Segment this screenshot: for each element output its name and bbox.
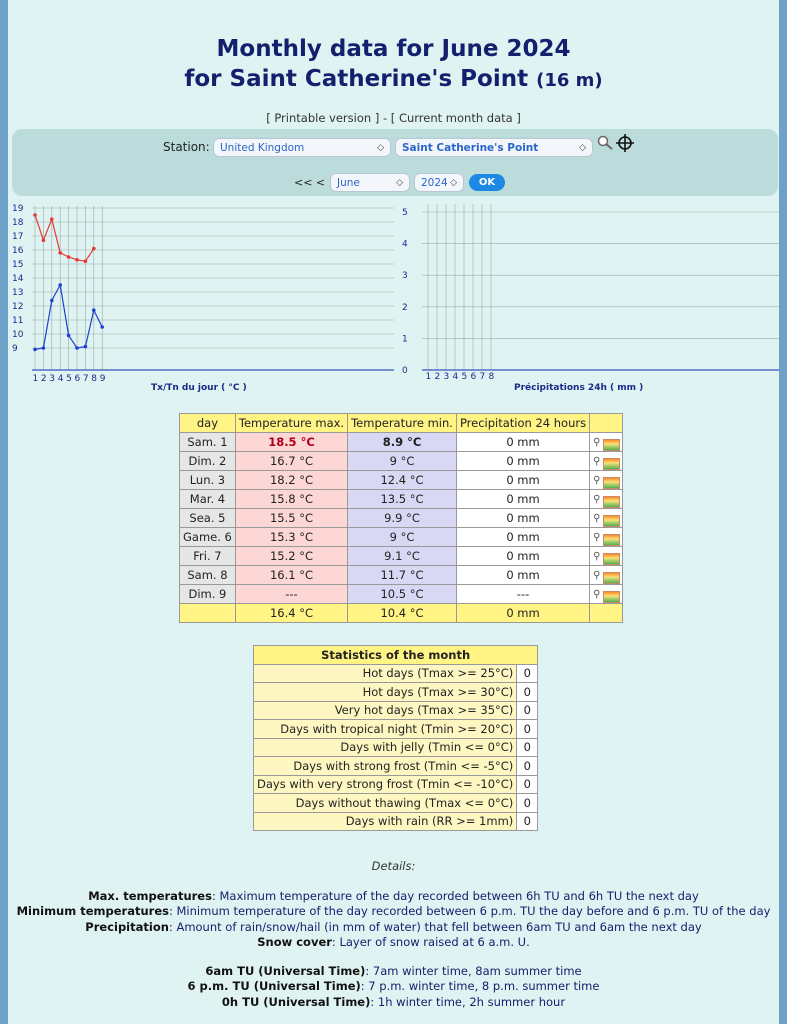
- stats-label: Days with strong frost (Tmin <= -5°C): [254, 757, 517, 776]
- tmin-cell: 12.4 °C: [348, 471, 457, 490]
- table-row: [180, 490, 623, 509]
- y-tick-label: 14: [12, 274, 24, 284]
- x-tick-label: 1: [32, 374, 39, 384]
- summary-precip: 0 mm: [456, 604, 589, 623]
- table-row: [180, 452, 623, 471]
- stats-row: [254, 757, 538, 776]
- statistics-table: [253, 645, 538, 831]
- day-cell: Fri. 7: [180, 547, 236, 566]
- details-heading: Details:: [371, 859, 416, 873]
- data-point: [58, 251, 62, 255]
- details-icon-cell[interactable]: [590, 509, 623, 528]
- details-icon-cell[interactable]: [590, 585, 623, 604]
- explanation-text: : Minimum temperature of the day recorded between 6 p.m. TU the day before and 6 p.m. TU of the day: [168, 904, 771, 919]
- time-term: 6 p.m. TU (Universal Time): [187, 979, 361, 994]
- x-tick-label: 3: [49, 374, 56, 384]
- country-select-value: United Kingdom: [220, 142, 305, 154]
- crosshair-icon[interactable]: [615, 133, 635, 153]
- data-point: [75, 346, 79, 350]
- stats-header-row: [254, 646, 538, 665]
- time-line: [8, 979, 779, 993]
- x-tick-label: 6: [74, 374, 81, 384]
- charts-area: [8, 198, 779, 398]
- data-point: [75, 258, 79, 262]
- time-line: [8, 964, 779, 978]
- x-tick-label: 5: [66, 374, 72, 384]
- explanation-term: Snow cover: [257, 934, 332, 949]
- day-cell: Sam. 1: [180, 433, 236, 452]
- details-icon-cell[interactable]: [590, 566, 623, 585]
- summary-label-cell: [180, 604, 236, 623]
- magnifier-icon: ⚲: [593, 531, 601, 543]
- tmax-cell: 15.8 °C: [235, 490, 347, 509]
- y-tick-label: 3: [402, 271, 408, 282]
- day-cell: Dim. 2: [180, 452, 236, 471]
- x-tick-label: 8: [91, 374, 98, 384]
- y-tick-label: 13: [12, 288, 24, 298]
- explanation-text: : Maximum temperature of the day recorded between 6h TU and 6h TU the next day: [211, 889, 699, 903]
- data-point: [92, 247, 96, 251]
- explanation-line: [8, 920, 779, 934]
- summary-tmax: 16.4 °C: [235, 604, 347, 623]
- tmax-cell: 15.3 °C: [235, 528, 347, 547]
- temperature-chart: [12, 204, 394, 393]
- stats-value: 0: [517, 757, 538, 776]
- stats-value: 0: [517, 701, 538, 720]
- day-cell: Lun. 3: [180, 471, 236, 490]
- chevron-down-icon: ◇: [377, 143, 384, 153]
- table-row: [180, 566, 623, 585]
- explanation-line: [8, 904, 779, 918]
- magnifier-icon: ⚲: [593, 512, 601, 524]
- station-select-value: Saint Catherine's Point: [402, 142, 539, 154]
- y-tick-label: 19: [12, 204, 24, 214]
- month-select-value: June: [337, 177, 360, 189]
- magnifier-chart-icon[interactable]: [593, 532, 619, 544]
- x-tick-label: 4: [57, 374, 64, 384]
- explanation-term: Precipitation: [85, 919, 169, 934]
- explanation-term: Max. temperatures: [88, 889, 212, 903]
- data-point: [67, 334, 71, 338]
- x-tick-label: 3: [443, 372, 450, 382]
- y-tick-label: 17: [12, 232, 24, 242]
- magnifier-icon: ⚲: [593, 436, 601, 448]
- stats-row: [254, 812, 538, 831]
- details-icon-cell[interactable]: [590, 547, 623, 566]
- explanation-text: : Layer of snow raised at 6 a.m. U.: [331, 934, 530, 949]
- summary-icon-cell: [590, 604, 623, 623]
- mini-chart-icon: [603, 534, 620, 546]
- y-tick-label: 18: [12, 218, 24, 228]
- stats-row: [254, 664, 538, 683]
- time-line: [8, 995, 779, 1009]
- stats-label: Days with jelly (Tmin <= 0°C): [254, 738, 517, 757]
- data-point: [84, 345, 88, 349]
- mini-chart-icon: [603, 553, 620, 565]
- data-point: [42, 346, 46, 350]
- table-row: [180, 585, 623, 604]
- magnifier-icon: ⚲: [593, 550, 601, 562]
- explanation-text: : Amount of rain/snow/hail (in mm of water) that fell between 6am TU and 6am the next day: [168, 919, 702, 934]
- precip-cell: 0 mm: [456, 528, 589, 547]
- data-point: [33, 213, 37, 217]
- stats-label: Days with rain (RR >= 1mm): [254, 812, 517, 831]
- data-point: [92, 308, 96, 312]
- tmin-cell: 10.5 °C: [348, 585, 457, 604]
- details-icon-cell[interactable]: [590, 528, 623, 547]
- magnifier-icon: ⚲: [593, 493, 601, 505]
- magnifier-chart-icon[interactable]: [593, 570, 619, 582]
- station-label: Station:: [163, 140, 210, 154]
- y-tick-label: 10: [12, 330, 24, 340]
- magnifier-chart-icon[interactable]: [593, 513, 619, 525]
- link-separator: -: [379, 111, 391, 125]
- explanation-term: Minimum temperatures: [16, 904, 169, 919]
- current-month-link[interactable]: [ Current month data ]: [390, 111, 521, 125]
- precipitation-chart: [402, 204, 779, 393]
- chevron-down-icon: ◇: [396, 178, 403, 188]
- tmin-cell: 9 °C: [348, 452, 457, 471]
- tmax-cell: 16.7 °C: [235, 452, 347, 471]
- x-axis-label: Tx/Tn du jour ( °C ): [151, 383, 247, 393]
- magnifier-chart-icon[interactable]: [593, 456, 619, 468]
- station-form: [12, 129, 778, 196]
- data-point: [42, 238, 46, 242]
- x-tick-label: 8: [488, 372, 495, 382]
- x-tick-label: 4: [452, 372, 459, 382]
- magnifier-chart-icon[interactable]: [593, 437, 619, 449]
- data-point: [100, 325, 104, 329]
- stats-row: [254, 720, 538, 739]
- magnifier-icon: ⚲: [593, 455, 601, 467]
- x-tick-label: 9: [99, 374, 106, 384]
- stats-value: 0: [517, 812, 538, 831]
- summary-row: [180, 604, 623, 623]
- y-tick-label: 0: [402, 366, 408, 376]
- precip-cell: 0 mm: [456, 433, 589, 452]
- mini-chart-icon: [603, 572, 620, 584]
- daily-data-table: [179, 413, 623, 623]
- data-point: [84, 259, 88, 263]
- day-cell: Mar. 4: [180, 490, 236, 509]
- data-point: [58, 283, 62, 287]
- column-header: Precipitation 24 hours: [456, 414, 589, 433]
- precip-cell: ---: [456, 585, 589, 604]
- page: [8, 0, 779, 1024]
- mini-chart-icon: [603, 477, 620, 489]
- stats-value: 0: [517, 664, 538, 683]
- y-tick-label: 15: [12, 260, 24, 270]
- tmin-cell: 9.9 °C: [348, 509, 457, 528]
- y-tick-label: 9: [12, 344, 18, 354]
- summary-tmin: 10.4 °C: [348, 604, 457, 623]
- magnifier-chart-icon[interactable]: [593, 494, 619, 506]
- time-term: 0h TU (Universal Time): [221, 994, 371, 1009]
- magnifier-icon: ⚲: [593, 474, 601, 486]
- stats-row: [254, 794, 538, 813]
- month-select[interactable]: [330, 173, 410, 192]
- mini-chart-icon: [603, 439, 620, 451]
- stats-title: Statistics of the month: [254, 646, 538, 665]
- data-point: [67, 255, 71, 259]
- precip-cell: 0 mm: [456, 471, 589, 490]
- table-row: [180, 433, 623, 452]
- tmax-cell: ---: [235, 585, 347, 604]
- y-tick-label: 1: [402, 334, 408, 345]
- x-axis-label: Précipitations 24h ( mm ): [514, 383, 644, 393]
- mini-chart-icon: [603, 591, 620, 603]
- stats-label: Days with tropical night (Tmin >= 20°C): [254, 720, 517, 739]
- details-icon-cell[interactable]: [590, 433, 623, 452]
- data-point: [50, 217, 54, 221]
- time-term: 6am TU (Universal Time): [205, 964, 366, 978]
- explanation-line: [8, 889, 779, 903]
- ok-button[interactable]: OK: [469, 174, 505, 191]
- y-tick-label: 5: [402, 208, 408, 218]
- y-tick-label: 4: [402, 239, 408, 250]
- magnifier-chart-icon[interactable]: [593, 551, 619, 563]
- column-header: Temperature min.: [348, 414, 457, 433]
- station-select[interactable]: [395, 138, 593, 157]
- table-row: [180, 547, 623, 566]
- precip-cell: 0 mm: [456, 452, 589, 471]
- stats-row: [254, 738, 538, 757]
- chevron-down-icon: ◇: [450, 178, 457, 188]
- tmin-cell: 9.1 °C: [348, 547, 457, 566]
- column-header: Temperature max.: [235, 414, 347, 433]
- stats-row: [254, 683, 538, 702]
- x-tick-label: 2: [40, 374, 47, 384]
- precip-cell: 0 mm: [456, 509, 589, 528]
- y-tick-label: 11: [12, 316, 24, 326]
- table-header-row: [180, 414, 623, 433]
- time-text: : 1h winter time, 2h summer hour: [370, 994, 566, 1009]
- previous-month-link[interactable]: << <: [294, 176, 326, 189]
- mini-chart-icon: [603, 515, 620, 527]
- x-tick-label: 7: [479, 372, 486, 382]
- year-select[interactable]: [414, 173, 464, 192]
- y-tick-label: 12: [12, 302, 24, 312]
- stats-value: 0: [517, 683, 538, 702]
- stats-row: [254, 701, 538, 720]
- precip-cell: 0 mm: [456, 547, 589, 566]
- links-bar: [8, 111, 779, 125]
- icon-column-header: [590, 414, 623, 433]
- tmin-cell: 9 °C: [348, 528, 457, 547]
- magnifier-icon: ⚲: [593, 569, 601, 581]
- x-tick-label: 7: [82, 374, 89, 384]
- day-cell: Dim. 9: [180, 585, 236, 604]
- mini-chart-icon: [603, 458, 620, 470]
- x-tick-label: 6: [470, 372, 477, 382]
- tmax-cell: 15.2 °C: [235, 547, 347, 566]
- stats-label: Hot days (Tmax >= 30°C): [254, 683, 517, 702]
- stats-value: 0: [517, 720, 538, 739]
- time-text: : 7am winter time, 8am summer time: [365, 964, 582, 978]
- details-icon-cell[interactable]: [590, 490, 623, 509]
- printable-version-link[interactable]: [ Printable version ]: [266, 111, 380, 125]
- tmax-cell: 15.5 °C: [235, 509, 347, 528]
- stats-value: 0: [517, 738, 538, 757]
- y-tick-label: 16: [12, 246, 24, 256]
- magnifier-icon: ⚲: [593, 588, 601, 600]
- altitude-label: (16 m): [536, 70, 603, 91]
- day-cell: Sam. 8: [180, 566, 236, 585]
- magnifier-chart-icon[interactable]: [593, 589, 619, 601]
- precip-cell: 0 mm: [456, 566, 589, 585]
- y-tick-label: 2: [402, 302, 408, 313]
- data-point: [33, 348, 37, 352]
- stats-label: Days without thawing (Tmax <= 0°C): [254, 794, 517, 813]
- tmin-cell: 11.7 °C: [348, 566, 457, 585]
- search-icon[interactable]: [596, 134, 614, 152]
- tmax-cell: 16.1 °C: [235, 566, 347, 585]
- details-icon-cell[interactable]: [590, 471, 623, 490]
- stats-label: Days with very strong frost (Tmin <= -10°C): [254, 775, 517, 794]
- x-tick-label: 1: [425, 372, 432, 382]
- x-tick-label: 5: [461, 372, 468, 382]
- table-row: [180, 509, 623, 528]
- country-select[interactable]: [213, 138, 391, 157]
- explanation-line: [8, 935, 779, 949]
- page-subtitle: [8, 66, 779, 92]
- details-icon-cell[interactable]: [590, 452, 623, 471]
- page-title: Monthly data for June 2024: [216, 36, 571, 62]
- mini-chart-icon: [603, 496, 620, 508]
- tmax-cell: 18.2 °C: [235, 471, 347, 490]
- column-header: day: [180, 414, 236, 433]
- day-cell: Game. 6: [180, 528, 236, 547]
- stats-label: Very hot days (Tmax >= 35°C): [254, 701, 517, 720]
- stats-label: Hot days (Tmax >= 25°C): [254, 664, 517, 683]
- chevron-down-icon: ◇: [579, 143, 586, 153]
- year-select-value: 2024: [421, 177, 448, 189]
- table-row: [180, 471, 623, 490]
- table-row: [180, 528, 623, 547]
- station-name-title: for Saint Catherine's Point: [184, 66, 529, 92]
- time-text: : 7 p.m. winter time, 8 p.m. summer time: [360, 979, 600, 994]
- tmin-cell: 13.5 °C: [348, 490, 457, 509]
- precip-cell: 0 mm: [456, 490, 589, 509]
- day-cell: Sea. 5: [180, 509, 236, 528]
- stats-value: 0: [517, 794, 538, 813]
- tmin-cell: 8.9 °C: [348, 433, 457, 452]
- x-tick-label: 2: [434, 372, 441, 382]
- stats-row: [254, 775, 538, 794]
- tmax-cell: 18.5 °C: [235, 433, 347, 452]
- data-point: [50, 299, 54, 303]
- magnifier-chart-icon[interactable]: [593, 475, 619, 487]
- stats-value: 0: [517, 775, 538, 794]
